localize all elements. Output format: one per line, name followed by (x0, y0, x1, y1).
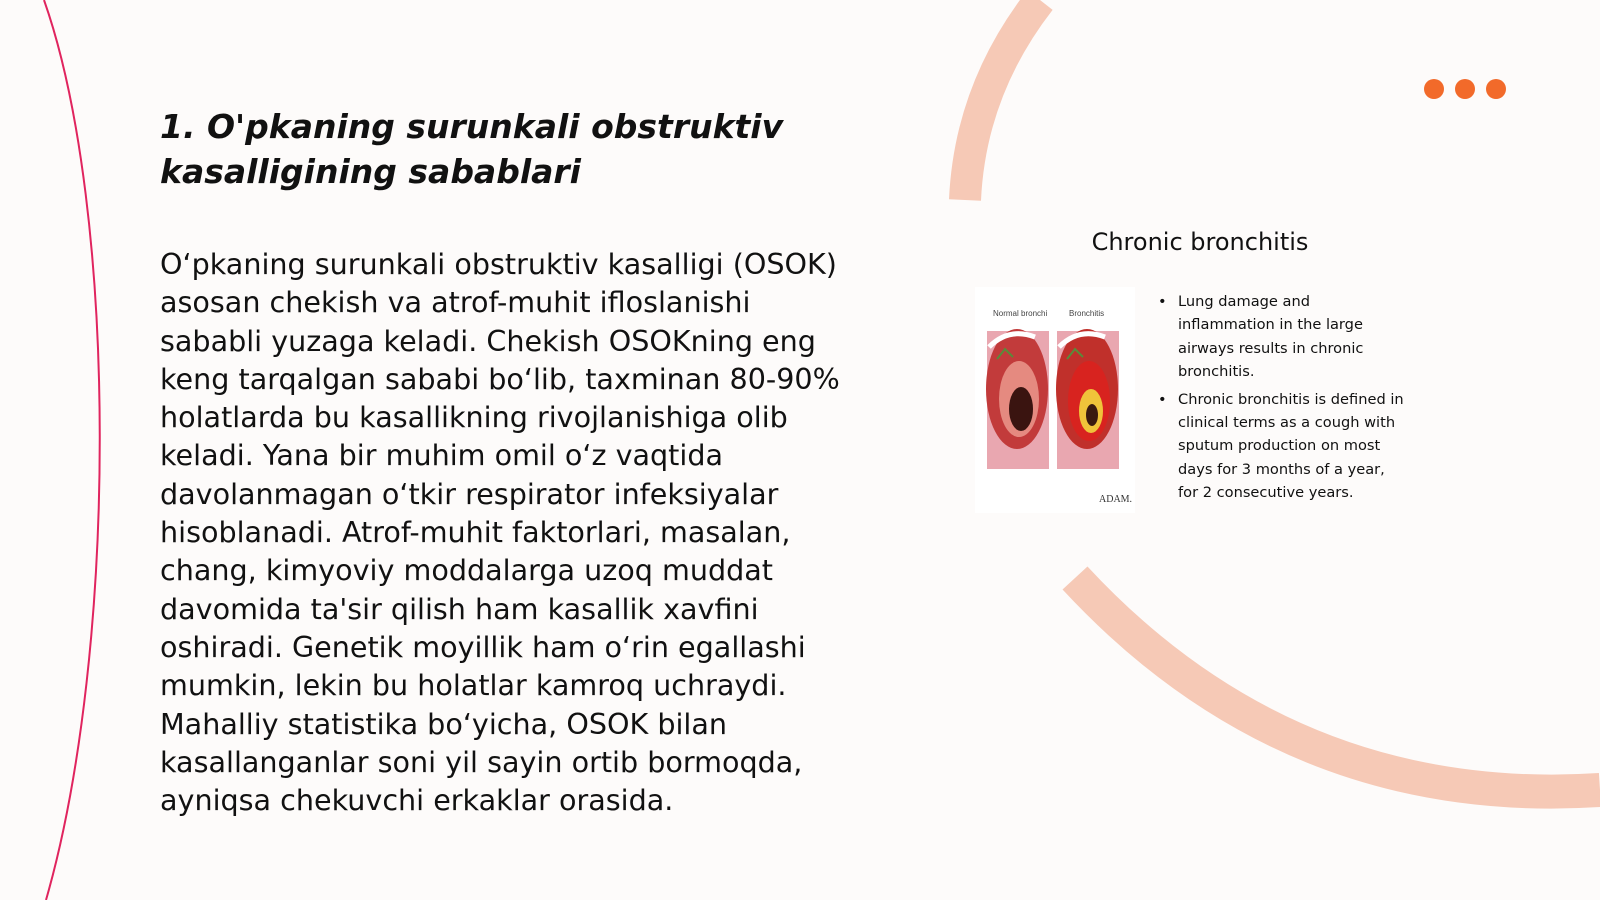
bullet-icon: • (1158, 390, 1167, 408)
upper-arc (965, 0, 1040, 200)
bullet-item (1158, 290, 1408, 384)
slide-title: 1. O'pkaning surunkali obstruktiv kasalligining sabablari (160, 107, 784, 191)
bronchi-drawing (975, 287, 1135, 513)
normal-bronchi-image (986, 329, 1049, 469)
left-border-line (44, 0, 100, 900)
bullet-text: Chronic bronchitis is defined in clinical terms as a cough with sputum production on most days for 3 months of a year, for 2 consecutive years. (1178, 390, 1404, 502)
dot (1455, 79, 1475, 99)
bullet-item (1158, 388, 1408, 505)
bronchitis-label: Bronchitis (1069, 309, 1105, 318)
bullet-icon: • (1158, 293, 1167, 310)
normal-bronchi-label: Normal bronchi (993, 309, 1048, 318)
slide-body-text: O‘pkaning surunkali obstruktiv kasalligi (OSOK) asosan chekish va atrof-muhit ifloslanishi sababli yuzaga keladi. Chekish OSOKning eng keng tarqalgan sababi bo‘lib, taxminan 80-90% holatlarda bu kasallikning rivojlanishiga olib keladi. Yana bir muhim omil o‘z vaqtida davolanmagan o‘tkir respirator infeksiyalar hisoblanadi. Atrof-muhit faktorlari, masalan, chang, kimyoviy moddalarga uzoq muddat davomida ta'sir qilish ham kasallik xavfini oshiradi. Genetik moyillik ham o‘rin egallashi mumkin, lekin bu holatlar kamroq uchraydi. Mahalliy statistika bo‘yicha, OSOK bilan kasallanganlar soni yil sayin ortib bormoqda, ayniqsa chekuvchi erkaklar orasida. (160, 247, 840, 818)
adam-credit-logo: ADAM. (1099, 494, 1133, 505)
dot (1424, 79, 1444, 99)
bullet-text: Lung damage and inflammation in the large airways results in chronic bronchitis. (1178, 293, 1364, 381)
lower-arc (1075, 578, 1600, 792)
bronchitis-bullet-list (1158, 290, 1408, 509)
bronchitis-image (1056, 329, 1119, 469)
more-options-dots-icon (1424, 79, 1506, 99)
panel-title: Chronic bronchitis (1091, 228, 1309, 256)
bronchitis-illustration (975, 287, 1135, 513)
dot (1486, 79, 1506, 99)
